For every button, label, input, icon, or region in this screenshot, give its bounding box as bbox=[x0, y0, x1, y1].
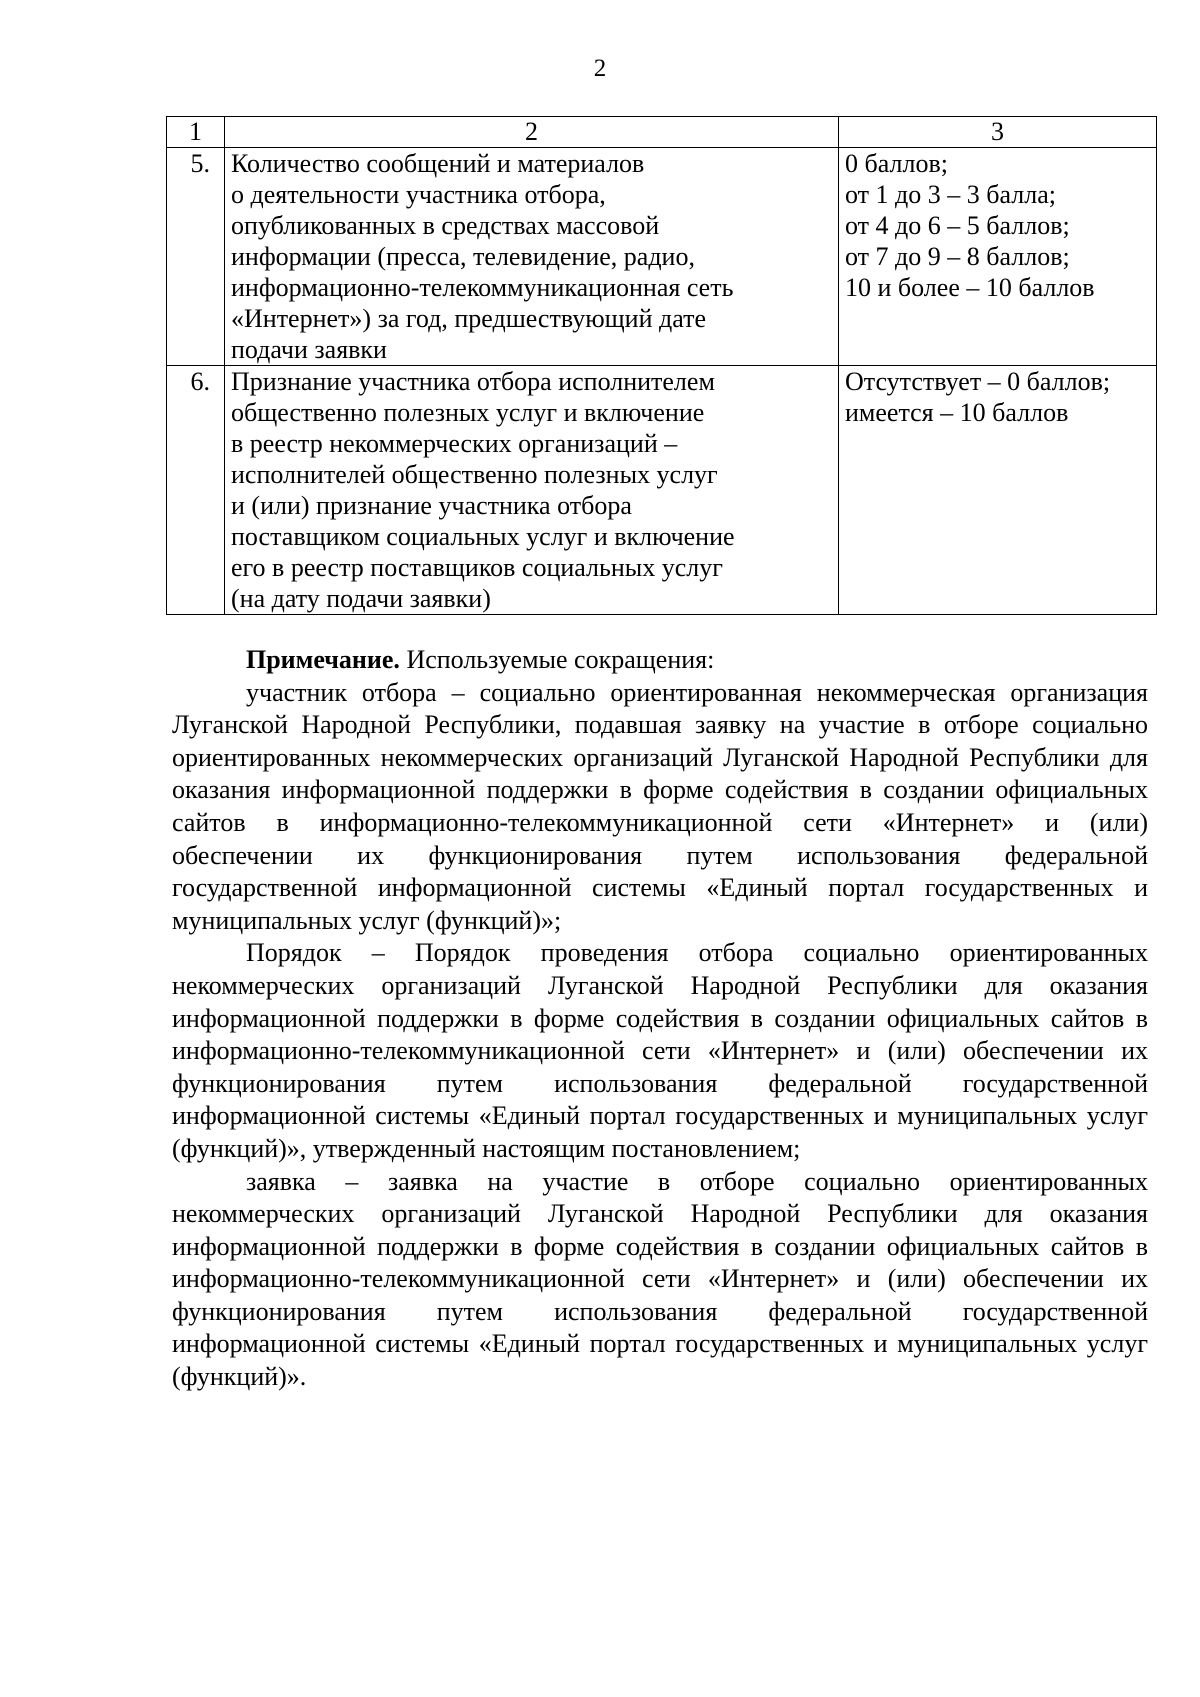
definition-paragraph: Порядок – Порядок проведения отбора социально ориентированных некоммерческих организаций Луганской Народной Республики для оказания информационной поддержки в форме содействия в создании официальных сайтов в информационно-телекоммуникационной сети «Интернет» и (или) обеспечении их функционирования путем использования федеральной государственной информационной системы «Единый портал государственных и муниципальных услуг (функций)», утвержденный настоящим постановлением; bbox=[172, 938, 1148, 1163]
score-line: от 1 до 3 – 3 балла; bbox=[845, 180, 1056, 209]
score-line: 10 и более – 10 баллов bbox=[845, 273, 1095, 302]
criterion-line: о деятельности участника отбора, bbox=[231, 180, 606, 209]
criterion-line: опубликованных в средствах массовой bbox=[231, 211, 660, 240]
score-cell bbox=[839, 148, 1157, 366]
score-line: от 7 до 9 – 8 баллов; bbox=[845, 242, 1070, 271]
row-number: 6. bbox=[167, 366, 225, 615]
note-heading bbox=[172, 644, 1148, 677]
page-number: 2 bbox=[593, 55, 607, 82]
criterion-line: его в реестр поставщиков социальных услуг bbox=[231, 553, 723, 582]
criterion-line: Количество сообщений и материалов bbox=[231, 149, 645, 178]
note-intro: Используемые сокращения: bbox=[399, 645, 715, 674]
score-line: имеется – 10 баллов bbox=[845, 398, 1069, 427]
definition-paragraph: участник отбора – социально ориентированная некоммерческая организация Луганской Народной Республики, подавшая заявку на участие в отборе социально ориентированных некоммерческих организаций Луганской Народной Республики для оказания информационной поддержки в форме содействия в создании официальных сайтов в информационно-телекоммуникационной сети «Интернет» и (или) обеспечении их функционирования путем использования федеральной государственной информационной системы «Единый портал государственных и муниципальных услуг (функций)»; bbox=[172, 677, 1148, 935]
table-header-row bbox=[167, 117, 1157, 148]
criterion-line: общественно полезных услуг и включение bbox=[231, 398, 705, 427]
criteria-table bbox=[166, 116, 1157, 615]
note-label: Примечание. bbox=[246, 645, 400, 674]
criterion-line: исполнителей общественно полезных услуг bbox=[231, 460, 718, 489]
score-line: от 4 до 6 – 5 баллов; bbox=[845, 211, 1070, 240]
column-header-number: 1 bbox=[167, 117, 225, 148]
score-cell bbox=[839, 366, 1157, 615]
criterion-line: информации (пресса, телевидение, радио, bbox=[231, 242, 695, 271]
definition-paragraph: заявка – заявка на участие в отборе социально ориентированных некоммерческих организаций Луганской Народной Республики для оказания информационной поддержки в форме содействия в создании официальных сайтов в информационно-телекоммуникационной сети «Интернет» и (или) обеспечении их функционирования путем использования федеральной государственной информационной системы «Единый портал государственных и муниципальных услуг (функций)». bbox=[172, 1166, 1148, 1392]
criterion-line: (на дату подачи заявки) bbox=[231, 584, 491, 613]
criterion-line: подачи заявки bbox=[231, 335, 387, 364]
note-section bbox=[172, 644, 1148, 1394]
criterion-line: поставщиком социальных услуг и включение bbox=[231, 522, 735, 551]
score-line: Отсутствует – 0 баллов; bbox=[845, 367, 1111, 396]
criterion-line: в реестр некоммерческих организаций – bbox=[231, 429, 678, 458]
criterion-line: и (или) признание участника отбора bbox=[231, 491, 632, 520]
criterion-line: «Интернет») за год, предшествующий дате bbox=[231, 304, 706, 333]
criterion-cell bbox=[225, 148, 839, 366]
table-row bbox=[167, 366, 1157, 615]
score-line: 0 баллов; bbox=[845, 149, 948, 178]
criterion-cell bbox=[225, 366, 839, 615]
column-header-score: 3 bbox=[839, 117, 1157, 148]
criterion-line: Признание участника отбора исполнителем bbox=[231, 367, 715, 396]
row-number: 5. bbox=[167, 148, 225, 366]
table-row bbox=[167, 148, 1157, 366]
criterion-line: информационно-телекоммуникационная сеть bbox=[231, 273, 734, 302]
column-header-criterion: 2 bbox=[225, 117, 839, 148]
